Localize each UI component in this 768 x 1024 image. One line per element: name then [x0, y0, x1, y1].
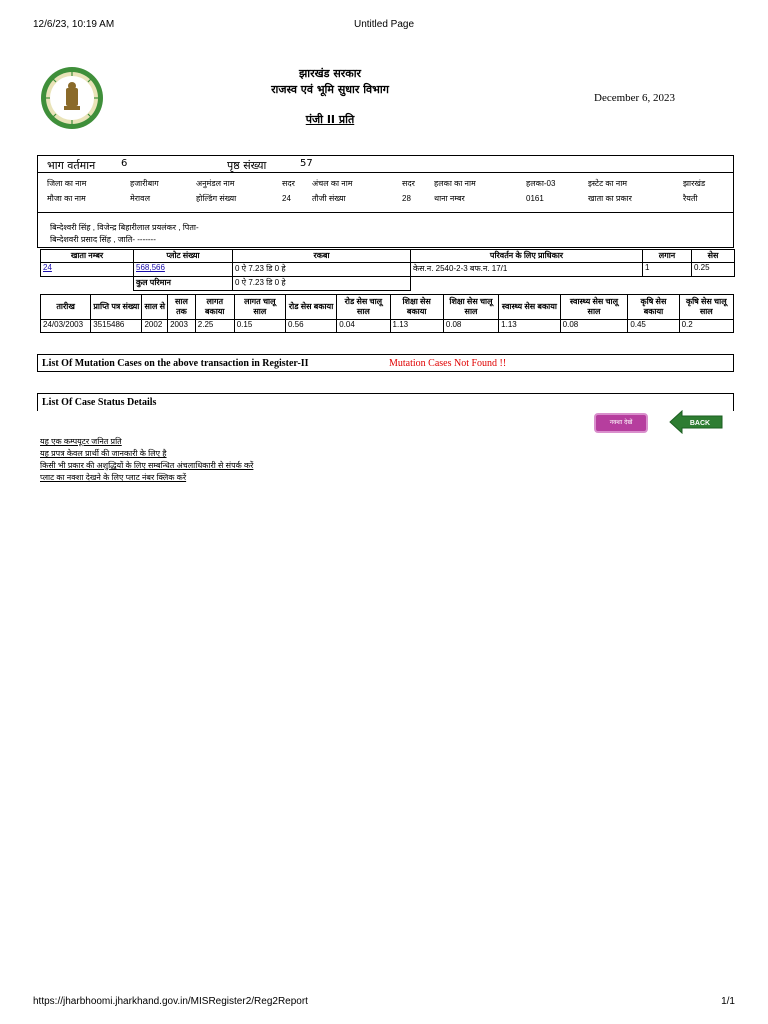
tauzi-value: 28 [402, 194, 411, 203]
subdiv-label: अनुमंडल नाम [196, 179, 235, 188]
col-health-due: स्वास्थ्य सेस बकाया [499, 295, 561, 320]
col-authority: परिवर्तन के लिए प्राधिकार [411, 250, 643, 263]
total-value: 0 ऐ 7.23 डि 0 हे [233, 277, 411, 291]
subdiv-value: सदर [282, 179, 295, 188]
col-receipt: प्राप्ति पत्र संख्या [91, 295, 142, 320]
col-khata: खाता नम्बर [41, 250, 134, 263]
halka-label: हलका का नाम [434, 179, 476, 188]
col-cost-due: लागत बकाया [195, 295, 234, 320]
district-label: जिला का नाम [47, 179, 87, 188]
note-4: प्लाट का नक्शा देखने के लिए प्लाट नंबर क्लिक करें [40, 473, 187, 482]
holding-value: 24 [282, 194, 291, 203]
gov-title: झारखंड सरकार [298, 67, 362, 80]
owner-line-1: बिन्देश्वरी सिंह , विजेन्द्र बिहारीलाल प्रयलंकर , पिता- [50, 223, 199, 232]
cell: 2003 [168, 320, 196, 333]
mauja-value: मेरावल [130, 194, 150, 203]
rakba-cell: 0 ऐ 7.23 डि 0 हे [233, 263, 411, 277]
info-header-row [37, 155, 734, 173]
prishth-label: पृष्ठ संख्या [227, 159, 267, 172]
owner-line-2: बिन्देशवरी प्रसाद सिंह , जाति- ------- [50, 235, 156, 244]
circle-label: अंचल का नाम [312, 179, 353, 188]
bhag-label: भाग वर्तमान [47, 159, 96, 172]
col-ses: सेस [692, 250, 735, 263]
cell: 0.04 [337, 320, 390, 333]
cell: 2.25 [195, 320, 234, 333]
back-button[interactable] [668, 410, 724, 434]
note-2: यह प्रपत्र केवल प्रार्थी की जानकारी के लिए है [40, 449, 167, 458]
mutation-label: List Of Mutation Cases on the above transaction in Register-II [42, 358, 309, 369]
plot-link[interactable]: 568,566 [136, 263, 165, 272]
khata-type-value: रैयती [683, 194, 698, 203]
report-date: December 6, 2023 [594, 92, 675, 104]
holding-label: होल्डिंग संख्या [196, 194, 237, 203]
col-lagan: लगान [643, 250, 692, 263]
receipt-table [40, 294, 734, 333]
cell: 1.13 [499, 320, 561, 333]
back-label: BACK [689, 420, 711, 427]
authority-cell: केस.न. 2540-2-3 बफ.न. 17/1 [411, 263, 643, 277]
plot-table [40, 249, 735, 291]
col-year-from: साल से [142, 295, 168, 320]
estate-value: झारखंड [683, 179, 706, 188]
cell: 0.45 [628, 320, 679, 333]
prishth-value: 57 [300, 158, 313, 169]
mauja-label: मौजा का नाम [47, 194, 86, 203]
halka-value: हलका-03 [526, 179, 556, 188]
case-status-section [37, 393, 734, 411]
col-health-current: स्वास्थ्य सेस चालू साल [560, 295, 628, 320]
dept-title: राजस्व एवं भूमि सुधार विभाग [271, 83, 389, 96]
notes-block [40, 436, 253, 484]
col-plot: प्लोट संख्या [134, 250, 233, 263]
note-1: यह एक कम्पयूटर जनित प्रति [40, 437, 122, 446]
khata-link[interactable]: 24 [43, 263, 52, 272]
khata-type-label: खाता का प्रकार [588, 194, 632, 203]
col-rakba: रकबा [233, 250, 411, 263]
note-3: किसी भी प्रकार की अशुद्धियों के लिए सम्बन्धित अंचलाधिकारी से संपर्क करें [40, 461, 254, 470]
table-row [41, 263, 735, 277]
case-status-label: List Of Case Status Details [42, 397, 157, 408]
col-edu-due: शिक्षा सेस बकाया [390, 295, 443, 320]
cell: 0.2 [679, 320, 733, 333]
circle-value: सदर [402, 179, 415, 188]
print-page-number: 1/1 [721, 996, 735, 1007]
bhag-value: 6 [121, 158, 128, 169]
print-datetime: 12/6/23, 10:19 AM [33, 19, 115, 30]
cell: 0.15 [234, 320, 285, 333]
document-title: पंजी II प्रति [305, 113, 355, 126]
district-value: हजारीबाग [130, 179, 159, 188]
cell: 0.08 [443, 320, 498, 333]
col-road-due: रोड सेस बकाया [285, 295, 336, 320]
thana-label: थाना नम्बर [434, 194, 465, 203]
col-date: तारीख [41, 295, 91, 320]
view-map-button[interactable] [594, 413, 648, 433]
mutation-section [37, 354, 734, 372]
ses-cell: 0.25 [692, 263, 735, 277]
tauzi-label: तौजी संख्या [312, 194, 346, 203]
mutation-status: Mutation Cases Not Found !! [389, 358, 507, 369]
cell: 24/03/2003 [41, 320, 91, 333]
back-arrow-icon [668, 410, 724, 434]
cell: 1.13 [390, 320, 443, 333]
col-year-to: साल तक [168, 295, 196, 320]
cell: 0.08 [560, 320, 628, 333]
col-cost-current: लागत चालू साल [234, 295, 285, 320]
table-row [41, 320, 734, 333]
print-page-title: Untitled Page [353, 19, 415, 30]
cell: 2002 [142, 320, 168, 333]
estate-label: इस्टेट का नाम [588, 179, 628, 188]
col-edu-current: शिक्षा सेस चालू साल [443, 295, 498, 320]
divider [37, 212, 734, 213]
total-label: कुल परिमान [134, 277, 233, 291]
view-map-label: नक्शा देखें [609, 419, 633, 426]
print-url: https://jharbhoomi.jharkhand.gov.in/MISRegister2/Reg2Report [33, 996, 308, 1007]
col-agri-current: कृषि सेस चालू साल [679, 295, 733, 320]
cell: 0.56 [285, 320, 336, 333]
jharkhand-emblem-icon [40, 66, 104, 130]
col-road-current: रोड सेस चालू साल [337, 295, 390, 320]
info-grid [47, 176, 727, 206]
lagan-cell: 1 [643, 263, 692, 277]
col-agri-due: कृषि सेस बकाया [628, 295, 679, 320]
thana-value: 0161 [526, 194, 544, 203]
cell: 3515486 [91, 320, 142, 333]
